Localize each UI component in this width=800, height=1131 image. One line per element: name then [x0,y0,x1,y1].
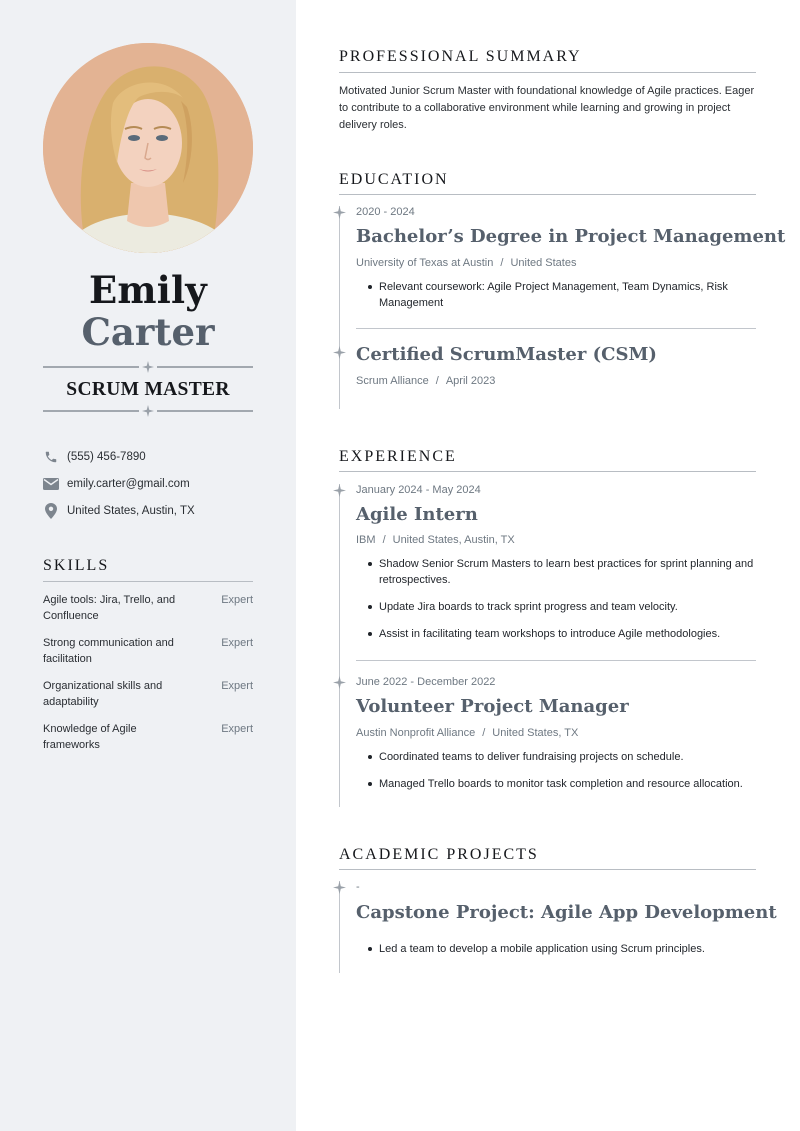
skill-item [43,721,253,753]
sparkle-star-icon [142,361,154,373]
experience-title: Agile Intern [356,504,478,525]
list-item: Coordinated teams to deliver fundraising projects on schedule. [356,749,766,765]
experience-heading: EXPERIENCE [339,448,457,465]
experience-divider [339,471,756,472]
skill-level: Expert [221,723,253,735]
envelope-icon [43,476,59,492]
map-pin-icon [43,503,59,519]
sparkle-star-icon [142,405,154,417]
phone-text: (555) 456-7890 [67,451,146,463]
education-place: United States [510,257,577,269]
projects-timeline [339,881,340,973]
sparkle-star-icon [333,484,346,497]
first-name: Emily [89,268,207,312]
project-title: Capstone Project: Agile App Development [356,902,777,923]
experience-title: Volunteer Project Manager [356,696,629,717]
experience-org: IBM [356,534,376,546]
list-item: Update Jira boards to track sprint progress and team velocity. [356,599,766,615]
email-text[interactable]: emily.carter@gmail.com [67,478,190,490]
experience-bullets [356,556,766,642]
contact-phone [43,449,146,465]
sparkle-star-icon [333,346,346,359]
location-text: United States, Austin, TX [67,505,195,517]
contact-email[interactable] [43,476,190,492]
summary-heading: PROFESSIONAL SUMMARY [339,48,582,65]
certification-date: April 2023 [445,375,496,387]
education-title: Bachelor’s Degree in Project Management [356,226,786,247]
skill-item [43,678,253,710]
education-bullets [356,279,766,311]
phone-icon [43,449,59,465]
job-title: SCRUM MASTER [66,379,230,400]
last-name: Carter [81,310,215,354]
list-item: Shadow Senior Scrum Masters to learn best practices for sprint planning and retrospectives. [356,556,766,588]
experience-item-divider [356,660,756,661]
skill-level: Expert [221,594,253,606]
education-item-divider [356,328,756,329]
skill-name: Organizational skills and adaptability [43,680,163,708]
sparkle-star-icon [333,676,346,689]
project-bullets [356,941,766,957]
projects-heading: ACADEMIC PROJECTS [339,846,539,863]
education-timeline [339,206,340,409]
experience-bullets [356,749,766,792]
education-subtitle: University of Texas at Austin / United States [356,257,577,269]
experience-place: United States, Austin, TX [392,534,515,546]
skill-name: Strong communication and facilitation [43,637,174,665]
certification-subtitle: Scrum Alliance / April 2023 [356,375,496,387]
list-item: Assist in facilitating team workshops to introduce Agile methodologies. [356,626,766,642]
certification-title: Certified ScrumMaster (CSM) [356,344,657,365]
summary-text: Motivated Junior Scrum Master with foundational knowledge of Agile practices. Eager to contribute to a collaborative environment while learning and growing in project delivery roles. [339,85,755,131]
skill-level: Expert [221,680,253,692]
profile-photo [43,43,253,253]
contact-location [43,503,195,519]
list-item: Relevant coursework: Agile Project Management, Team Dynamics, Risk Management [356,279,766,311]
list-item: Led a team to develop a mobile application using Scrum principles. [356,941,766,957]
name-divider-bottom [43,405,253,417]
skill-name: Agile tools: Jira, Trello, and Confluence [43,594,176,622]
sparkle-star-icon [333,881,346,894]
skill-item [43,592,253,624]
education-divider [339,194,756,195]
experience-subtitle: Austin Nonprofit Alliance / United States, TX [356,727,579,739]
experience-org: Austin Nonprofit Alliance [356,727,476,739]
experience-date: January 2024 - May 2024 [356,484,481,496]
list-item: Managed Trello boards to monitor task completion and resource allocation. [356,776,766,792]
skills-divider [43,581,253,582]
skill-level: Expert [221,637,253,649]
projects-divider [339,869,756,870]
education-heading: EDUCATION [339,171,449,188]
experience-subtitle: IBM / United States, Austin, TX [356,534,515,546]
sparkle-star-icon [333,206,346,219]
experience-place: United States, TX [492,727,579,739]
name-divider-top [43,361,253,373]
skills-heading: SKILLS [43,557,110,574]
experience-date: June 2022 - December 2022 [356,676,496,688]
education-org: University of Texas at Austin [356,257,494,269]
sidebar [0,0,296,1131]
skill-item [43,635,253,667]
experience-timeline [339,484,340,807]
summary-divider [339,72,756,73]
skill-name: Knowledge of Agile frameworks [43,723,137,751]
education-date: 2020 - 2024 [356,206,415,218]
project-date: - [356,881,360,893]
certification-org: Scrum Alliance [356,375,429,387]
